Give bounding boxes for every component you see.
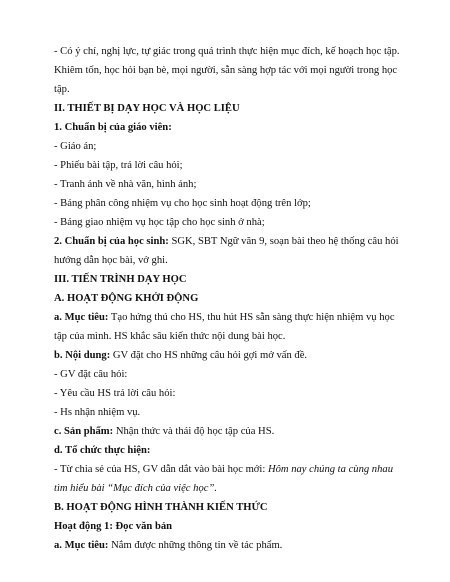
student-prep-line-2: hướng dẫn học bài, vở ghi. <box>54 255 168 266</box>
activity-a-heading: A. HOẠT ĐỘNG KHỞI ĐỘNG <box>54 293 199 304</box>
content-text: GV đặt cho HS những câu hỏi gợi mở vấn đề. <box>110 350 308 361</box>
goal-line-1 <box>54 308 400 327</box>
activity-1-heading: Hoạt động 1: Đọc văn bản <box>54 521 173 532</box>
organization-heading: d. Tổ chức thực hiện: <box>54 445 151 456</box>
activity-b-heading: B. HOẠT ĐỘNG HÌNH THÀNH KIẾN THỨC <box>54 502 268 513</box>
goal-text: Tạo hứng thú cho HS, thu hút HS sẵn sàng thực hiện nhiệm vụ học <box>108 312 395 323</box>
goal-2-label: a. Mục tiêu: <box>54 540 109 551</box>
organization-italic-text: Hôm nay chúng ta cùng nhau <box>267 464 393 475</box>
teacher-prep-heading: 1. Chuẩn bị của giáo viên: <box>54 122 172 133</box>
organization-line-1 <box>54 460 400 479</box>
product-label: c. Sản phẩm: <box>54 426 114 437</box>
student-prep-label: 2. Chuẩn bị của học sinh: <box>54 236 169 247</box>
student-prep-line-1 <box>54 232 400 251</box>
section-3-heading: III. TIẾN TRÌNH DẠY HỌC <box>54 274 187 285</box>
intro-line-3: tập. <box>54 84 70 95</box>
intro-line-2: Khiêm tốn, học hỏi bạn bè, mọi người, sẵn sàng hợp tác với mọi người trong học <box>54 65 398 76</box>
teacher-item: - Tranh ảnh về nhà văn, hình ảnh; <box>54 179 197 190</box>
teacher-item: - Bảng giao nhiệm vụ học tập cho học sinh ở nhà; <box>54 217 265 228</box>
teacher-item: - Phiếu bài tập, trả lời câu hỏi; <box>54 160 183 171</box>
section-2-heading: II. THIẾT BỊ DẠY HỌC VÀ HỌC LIỆU <box>54 103 240 114</box>
goal-2-line <box>54 536 400 555</box>
product-text: Nhận thức và thái độ học tập của HS. <box>113 426 275 437</box>
student-prep-text: SGK, SBT Ngữ văn 9, soạn bài theo hệ thống câu hỏi <box>168 236 399 247</box>
content-line <box>54 346 400 365</box>
content-item: - Yêu cầu HS trả lời câu hỏi: <box>54 388 176 399</box>
organization-line-2: tìm hiểu bài “Mục đích của việc học”. <box>54 483 217 494</box>
intro-line-1: - Có ý chí, nghị lực, tự giác trong quá trình thực hiện mục đích, kế hoạch học tập. <box>54 46 400 57</box>
goal-line-2: tập của mình. HS khắc sâu kiến thức nội dung bài học. <box>54 331 286 342</box>
teacher-item: - Giáo án; <box>54 141 97 152</box>
organization-text: - Từ chia sẻ của HS, GV dẫn dắt vào bài học mới: <box>54 464 268 475</box>
teacher-item: - Bảng phân công nhiệm vụ cho học sinh hoạt động trên lớp; <box>54 198 311 209</box>
product-line <box>54 422 400 441</box>
goal-2-text: Nắm được những thông tin về tác phẩm. <box>108 540 283 551</box>
goal-label: a. Mục tiêu: <box>54 312 109 323</box>
content-item: - GV đặt câu hỏi: <box>54 369 128 380</box>
content-label: b. Nội dung: <box>54 350 111 361</box>
content-item: - Hs nhận nhiệm vụ. <box>54 407 141 418</box>
